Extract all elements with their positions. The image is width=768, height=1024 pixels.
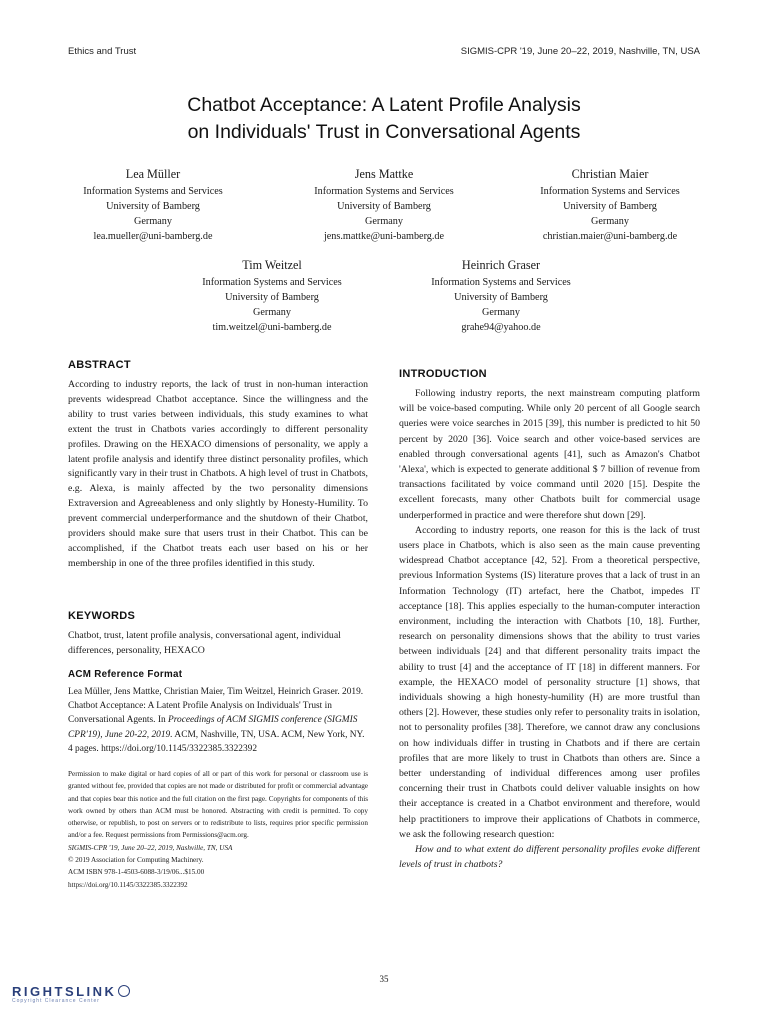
author-affiliation: Information Systems and Services [431, 277, 571, 288]
author-university: University of Bamberg [454, 292, 548, 303]
introduction-heading: INTRODUCTION [399, 368, 487, 380]
author-name: Lea Müller [125, 167, 181, 181]
author-affiliation: Information Systems and Services [202, 277, 342, 288]
author-affiliation: Information Systems and Services [540, 186, 680, 197]
author-name: Heinrich Graser [461, 258, 541, 272]
permission-text: Permission to make digital or hard copies of all or part of this work for personal or classroom use is granted without fee, provided that copies are not made or distributed for profit or commercial advantage and that copies bear this notice and the full citation on the first page. Copyrights for components of this work owned by others than ACM must be honored. Abstracting with credit is permitted. To copy otherwise, or republish, to post on servers or to redistribute to lists, requires prior specific permission and/or a fee. Request permissions from Permissions@acm.org. [68, 770, 368, 840]
research-question: How and to what extent do different personality profiles evoke different levels of trust in chatbots? [399, 844, 700, 871]
paper-title-line-2: on Individuals' Trust in Conversational Agents [187, 121, 581, 143]
acm-reference-citation [68, 685, 368, 756]
permission-venue: SIGMIS-CPR '19, June 20–22, 2019, Nashville, TN, USA [68, 843, 233, 852]
permission-isbn: ACM ISBN 978-1-4503-6088-3/19/06...$15.00 [68, 868, 205, 877]
page-number: 35 [379, 974, 389, 984]
author-block-4 [157, 257, 387, 335]
acm-reference-part-b: ACM, Nashville, TN, USA. ACM, New York, NY. 4 pages. https://doi.org/10.1145/3322385.3322392 [68, 729, 365, 754]
author-affiliation: Information Systems and Services [83, 186, 223, 197]
author-block-2 [269, 166, 499, 244]
author-block-1 [38, 166, 268, 244]
keywords-text [68, 629, 368, 658]
rightslink-logo-subtitle: Copyright Clearance Center [12, 998, 100, 1004]
author-country: Germany [253, 307, 291, 318]
rightslink-logo [12, 984, 130, 1004]
author-university: University of Bamberg [225, 292, 319, 303]
introduction-text [399, 386, 700, 873]
permission-notice [68, 768, 368, 891]
abstract-paragraph: According to industry reports, the lack of trust in non-human interaction prevents widespread Chatbot acceptance. Since the willingness and the ability to trust varies between individuals, this study examines to what extent the trust in Chatbots varies accordingly to different personality profiles. Drawing on the HEXACO dimensions of personality, we apply a latent profile analysis and identify three distinct personality profiles, which significantly vary in their trust in Chatbots. A high level of trust in Chatbots, e.g. Alexa, is mainly affected by the two personality dimensions Extraversion and Agreeableness and only slightly by Honesty-Humility. To prevent commercial underperformance and the shutdown of their Chatbot, providers should make sure that users trust in their Chatbot. This can be accomplished, if the Chatbot treats each user based on his or her membership in one of the three profiles identified in this study. [68, 379, 368, 569]
paper-title [60, 92, 708, 146]
running-header-right: SIGMIS-CPR '19, June 20–22, 2019, Nashville, TN, USA [460, 46, 700, 57]
author-university: University of Bamberg [563, 201, 657, 212]
author-country: Germany [482, 307, 520, 318]
keywords-list: Chatbot, trust, latent profile analysis, conversational agent, individual differences, personality, HEXACO [68, 630, 341, 656]
introduction-paragraph-2: According to industry reports, one reason for this is the lack of trust users place in Chatbots, which is also seen as the main cause preventing widespread Chatbot acceptance [42, 52]. From a theoretical perspective, previous Information Systems (IS) literature proves that a lack of trust in an Information Technology (IT) artefact, here the Chatbot, impedes IT acceptance [18]. This applies especially to the human-computer interaction environment, including the interaction with Chatbots [10, 18]. Further, research on personality dimensions shows that the ability to trust varies between individuals [24] and that different personality traits impact the ability to trust [4] and the acceptance of IT [18] in different manners. For example, the HEXACO model of personality structure [1] shows, that individuals showing a high honesty-humility (H) are more trustful than others [2]. However, these studies only refer to personality traits in isolation, not to personality profiles [38]. Therefore, we cannot draw any conclusions on how individuals differ in trusting in Chatbots and if there are certain profiles that are more likely to trust in Chatbots than others are. Since a better understanding of individual differences among user profiles concerning their trust in Chatbots could deliver valuable insights on how their acceptance is created in a Chatbot environment and therefore, would help practitioners to improve their applications of Chatbots in commerce, we ask the following research question: [399, 524, 700, 840]
acm-reference-part-a: Lea Müller, Jens Mattke, Christian Maier, Tim Weitzel, Heinrich Graser. 2019. Chatbot Acceptance: A Latent Profile Analysis on Individuals' Trust in Conversational Agents. In [68, 687, 364, 726]
author-country: Germany [591, 216, 629, 227]
permission-doi: https://doi.org/10.1145/3322385.3322392 [68, 880, 188, 889]
acm-reference-proceedings: Proceedings of ACM SIGMIS conference (SIGMIS CPR'19), June 20-22, 2019. [68, 715, 358, 740]
author-email: lea.mueller@uni-bamberg.de [93, 231, 213, 242]
author-affiliation: Information Systems and Services [314, 186, 454, 197]
author-name: Jens Mattke [354, 167, 414, 181]
author-block-5 [386, 257, 616, 335]
abstract-text [68, 378, 368, 572]
running-header-left: Ethics and Trust [68, 46, 137, 57]
author-university: University of Bamberg [106, 201, 200, 212]
author-country: Germany [365, 216, 403, 227]
author-email: christian.maier@uni-bamberg.de [542, 231, 678, 242]
author-country: Germany [134, 216, 172, 227]
author-name: Tim Weitzel [242, 258, 302, 272]
rightslink-logo-text: RIGHTSLINK [12, 984, 130, 999]
acm-reference-text [68, 685, 368, 756]
abstract-heading: ABSTRACT [68, 359, 131, 371]
globe-icon [118, 985, 130, 997]
paper-title-line-1: Chatbot Acceptance: A Latent Profile Analysis [187, 94, 581, 116]
author-university: University of Bamberg [337, 201, 431, 212]
author-email: tim.weitzel@uni-bamberg.de [212, 322, 332, 333]
author-name: Christian Maier [571, 167, 649, 181]
author-email: jens.mattke@uni-bamberg.de [323, 231, 445, 242]
permission-copyright: © 2019 Association for Computing Machinery. [68, 856, 204, 865]
author-email: grahe94@yahoo.de [461, 322, 541, 333]
author-block-3 [495, 166, 725, 244]
introduction-paragraph-1: Following industry reports, the next mainstream computing platform will be voice-based computing. While only 20 percent of all Google search queries were voice searches in 2015 [39], this number is predicted to hit 50 percent by 2020 [36]. Voice search and other voice-based services are enabled through conversational agents [41], such as Amazon's Chatbot 'Alexa', which is expected to generate additional $ 7 billion of revenue from transactions facilitated by voice command until 2020 [15]. Despite the excellent forecasts, many other Chatbots built for commercial usage underperformed in practice and were therefore shut down [29]. [399, 388, 700, 521]
acm-reference-heading: ACM Reference Format [68, 669, 183, 680]
keywords-heading: KEYWORDS [68, 610, 136, 622]
